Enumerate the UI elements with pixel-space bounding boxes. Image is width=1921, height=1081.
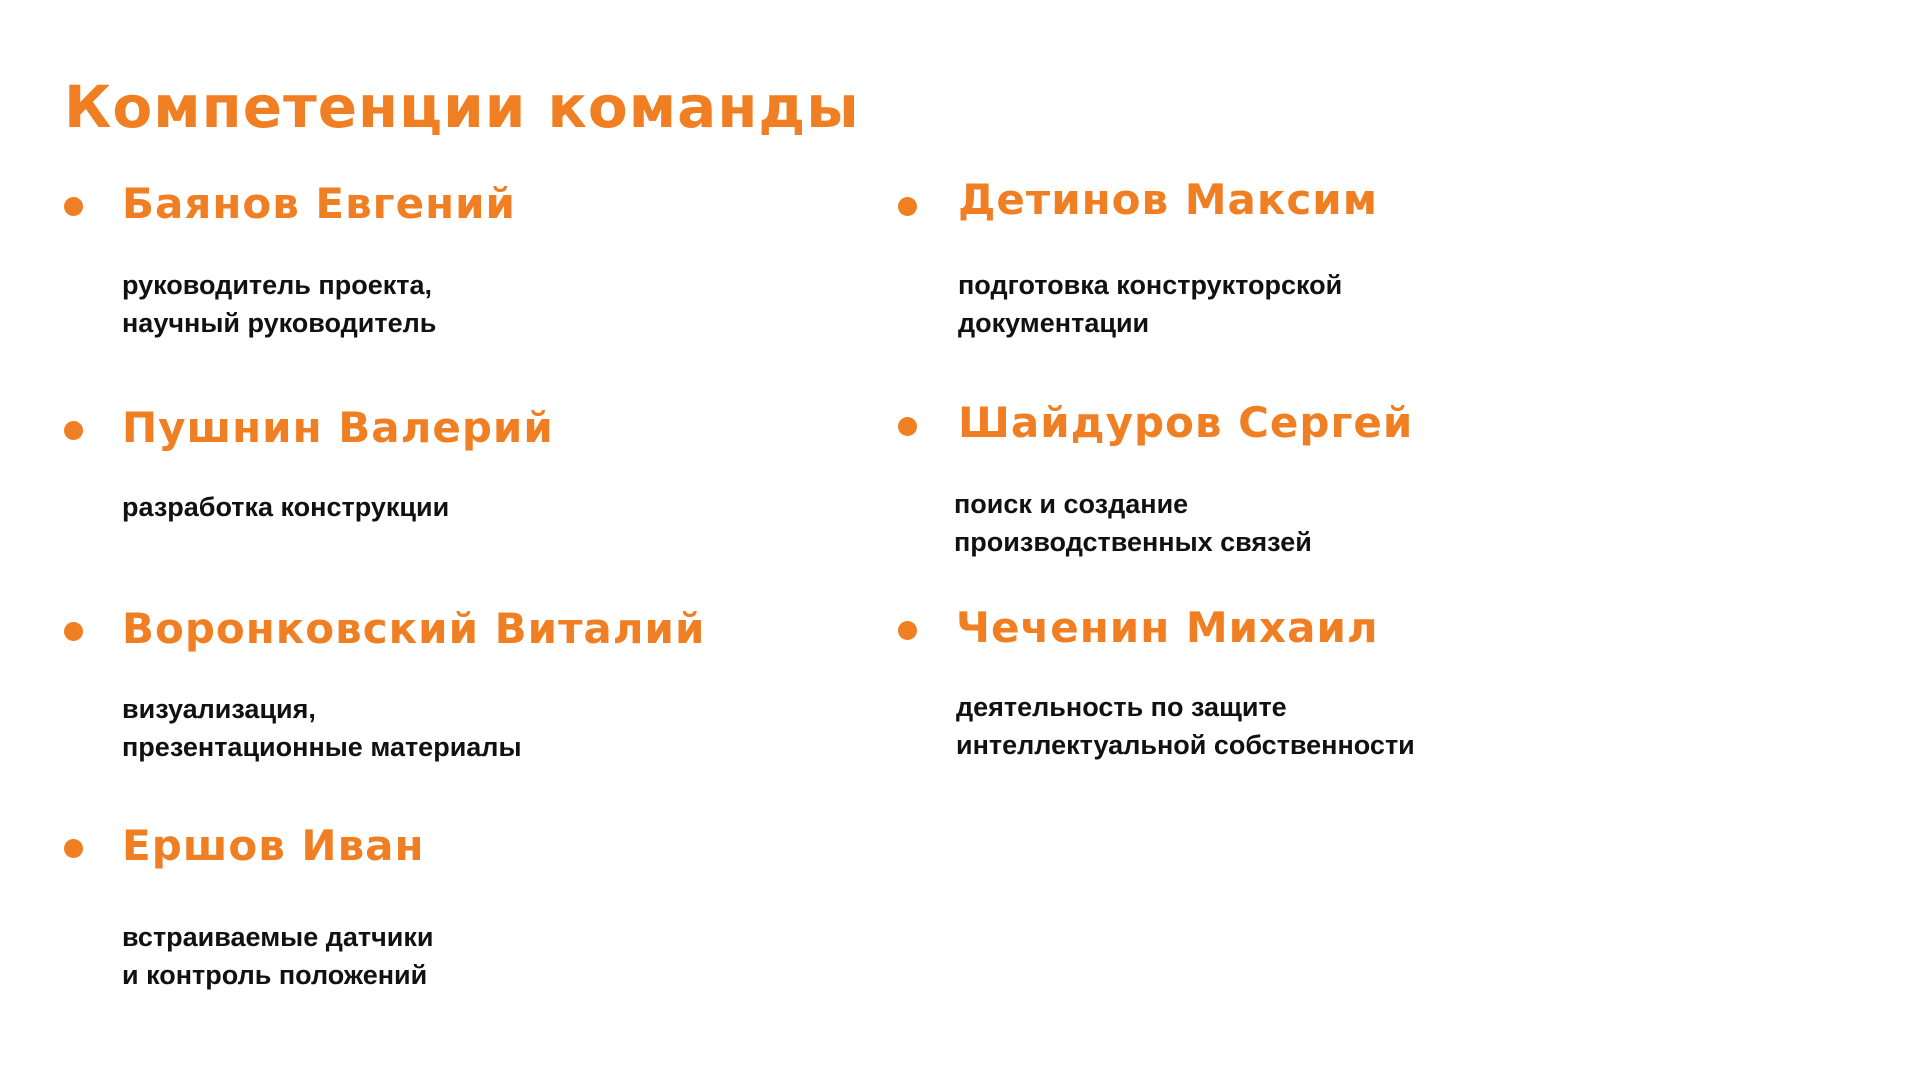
member-name: Чеченин Михаил	[956, 603, 1379, 652]
page-title: Компетенции команды	[64, 73, 860, 141]
member-role: подготовка конструкторской документации	[958, 270, 1343, 338]
bullet-dot	[898, 417, 917, 436]
member-role: поиск и создание производственных связей	[954, 489, 1312, 557]
bullet-dot	[64, 421, 83, 440]
member-name: Воронковский Виталий	[122, 604, 706, 653]
member-name: Ершов Иван	[122, 821, 425, 870]
member-role: деятельность по защите интеллектуальной собственности	[956, 692, 1415, 760]
member-role: визуализация, презентационные материалы	[122, 694, 522, 762]
bullet-dot	[64, 839, 83, 858]
member-name: Баянов Евгений	[122, 179, 516, 228]
bullet-dot	[898, 621, 917, 640]
member-name: Детинов Максим	[958, 175, 1379, 224]
member-role: руководитель проекта, научный руководитель	[122, 270, 437, 338]
member-name: Пушнин Валерий	[122, 403, 554, 452]
bullet-dot	[898, 197, 917, 216]
bullet-dot	[64, 197, 83, 216]
member-name: Шайдуров Сергей	[958, 398, 1414, 447]
member-role: разработка конструкции	[122, 492, 450, 522]
bullet-dot	[64, 622, 83, 641]
member-role: встраиваемые датчики и контроль положений	[122, 922, 434, 990]
